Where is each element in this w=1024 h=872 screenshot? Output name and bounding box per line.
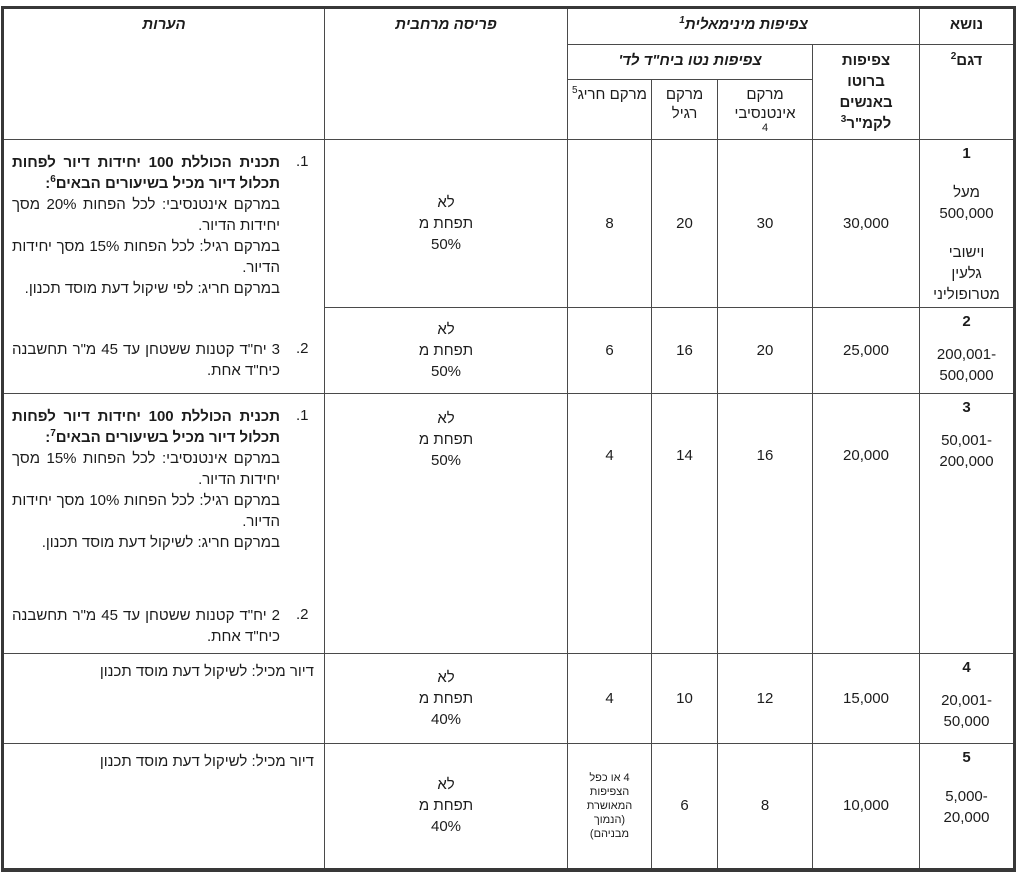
spread-line: תפחת מ: [418, 690, 474, 707]
model-number: 1: [962, 145, 971, 162]
note-title: [12, 154, 280, 192]
header-spatial-spread-label: פריסה מרחבית: [395, 16, 497, 33]
notes-model-5: דיור מכיל: לשיקול דעת מוסד תכנון: [3, 744, 325, 870]
spacer: [923, 418, 1010, 430]
minimum-density-table: [1, 6, 1016, 872]
header-gross-line2: ברוטו: [847, 73, 885, 90]
net-density-exceptional: [568, 744, 652, 870]
header-subject: [920, 8, 1015, 45]
population-range: 200,000: [939, 453, 994, 470]
header-spatial-spread: [325, 8, 568, 140]
subject-model-1: [920, 140, 1015, 308]
exceptional-note-line: (הנמוך: [593, 813, 626, 826]
note-item-body: 2 יח"ד קטנות ששטחן עד 45 מ"ר תחשבנה כיח"ד אחת.: [12, 607, 280, 645]
spatial-spread-value: [325, 308, 568, 394]
net-density-exceptional: 4: [568, 654, 652, 744]
header-gross-line1: צפיפות: [841, 52, 891, 69]
notes-models-1-2: [3, 140, 325, 394]
spread-line: לא: [437, 410, 455, 427]
net-density-intensive: 16: [718, 394, 813, 654]
header-minimal-density-label: צפיפות מינימאלית: [684, 16, 808, 33]
population-range: 200,001-: [936, 346, 997, 363]
spread-line: תפחת מ: [418, 342, 474, 359]
header-gross-density: [813, 45, 920, 140]
spatial-spread-value: [325, 140, 568, 308]
header-notes: [3, 8, 325, 140]
population-range: 50,001-: [941, 432, 992, 449]
footnote-ref-1: 1: [679, 15, 685, 26]
header-gross-line3: באנשים: [839, 94, 893, 111]
footnote-ref-3: 3: [840, 114, 847, 125]
header-fabric-exceptional: [568, 80, 652, 140]
population-range: 20,000: [943, 809, 990, 826]
table-row-model-5: [3, 744, 1015, 870]
spread-line: 50%: [430, 363, 462, 380]
note-line: במרקם אינטנסיבי: לכל הפחות 20% מסך יחידות הדיור.: [12, 196, 280, 234]
table-row-model-1: [3, 140, 1015, 308]
note-title-colon: :: [45, 429, 51, 446]
gross-density-value: 10,000: [813, 744, 920, 870]
population-range: 20,001-: [941, 692, 992, 709]
header-net-density-label: צפיפות נטו ביח"ד לד': [618, 52, 762, 69]
gross-density-value: 15,000: [813, 654, 920, 744]
header-fabric-intensive: [718, 80, 813, 140]
note-line: במרקם רגיל: לכל הפחות 10% מסך יחידות הדיור.: [12, 492, 280, 530]
net-density-intensive: 12: [718, 654, 813, 744]
spread-line: תפחת מ: [418, 431, 474, 448]
table-row-model-3: [3, 394, 1015, 654]
spread-line: 40%: [430, 711, 462, 728]
subject-extra: וישובי: [948, 244, 985, 261]
exceptional-note-line: הצפיפות: [589, 785, 630, 798]
note-item-body: [12, 152, 280, 299]
model-number: 3: [962, 399, 971, 416]
note-title-text: תכנית הכוללת 100 יחידות דיור לפחות תכלול דיור מכיל בשיעורים הבאים: [12, 154, 280, 192]
note-title-colon: :: [45, 175, 51, 192]
note-line: במרקם אינטנסיבי: לכל הפחות 15% מסך יחידות הדיור.: [12, 450, 280, 488]
spatial-spread-value: [325, 394, 568, 654]
spatial-spread-value: [325, 654, 568, 744]
net-density-exceptional: 8: [568, 140, 652, 308]
exceptional-note-line: המאושרת: [586, 799, 633, 812]
gross-density-value: 30,000: [813, 140, 920, 308]
spread-line: 40%: [430, 818, 462, 836]
note-item-number: 2.: [296, 606, 309, 623]
note-item-2: [12, 605, 314, 647]
net-density-regular: 16: [652, 308, 718, 394]
spacer: [923, 164, 1010, 182]
note-item-1: [12, 406, 314, 553]
net-density-intensive: 20: [718, 308, 813, 394]
note-item-1: [12, 152, 314, 299]
note-item-number: 1.: [296, 153, 309, 170]
footnote-ref-6: 6: [50, 174, 56, 185]
header-gross-unit: לקמ"ר: [846, 115, 892, 132]
notes-model-3: [3, 394, 325, 654]
net-density-regular: 20: [652, 140, 718, 308]
spread-line: לא: [437, 194, 455, 211]
model-number: 5: [962, 749, 971, 766]
subject-extra: מטרופוליני: [933, 286, 1000, 303]
note-line: במרקם חריג: לפי שיקול דעת מוסד תכנון.: [24, 280, 280, 297]
net-density-exceptional: 4: [568, 394, 652, 654]
spread-line: לא: [437, 776, 455, 794]
header-model-label: דגם: [956, 52, 983, 69]
net-density-intensive: 30: [718, 140, 813, 308]
population-range: 500,000: [939, 367, 994, 384]
note-title: [12, 408, 280, 446]
note-line: במרקם חריג: לשיקול דעת מוסד תכנון.: [41, 534, 280, 551]
model-number: 2: [962, 313, 971, 330]
header-row-top: [3, 8, 1015, 45]
header-fabric-regular-label: מרקם רגיל: [665, 86, 704, 122]
exceptional-note-line: 4 או כפל: [589, 771, 630, 784]
note-item-body: 3 יח"ד קטנות ששטחן עד 45 מ"ר תחשבנה כיח"ד אחת.: [12, 341, 280, 379]
population-range: 50,000: [943, 713, 990, 730]
net-density-intensive: 8: [718, 744, 813, 870]
header-model: [920, 45, 1015, 140]
spacer: [923, 224, 1010, 242]
net-density-regular: 14: [652, 394, 718, 654]
population-range: מעל: [953, 184, 980, 201]
spacer: [923, 768, 1010, 786]
header-minimal-density: [568, 8, 920, 45]
spread-line: 50%: [430, 452, 462, 469]
net-density-regular: 10: [652, 654, 718, 744]
subject-model-5: [920, 744, 1015, 870]
header-net-density: [568, 45, 813, 80]
spread-line: תפחת מ: [418, 797, 474, 815]
subject-model-3: [920, 394, 1015, 654]
spread-line: לא: [437, 321, 455, 338]
table-row-model-4: [3, 654, 1015, 744]
footnote-ref-2: 2: [950, 51, 957, 62]
header-subject-label: נושא: [949, 16, 984, 33]
population-range: 5,000-: [945, 788, 988, 805]
spread-line: 50%: [430, 236, 462, 253]
header-fabric-exceptional-label: מרקם חריג: [577, 86, 647, 103]
notes-model-4: דיור מכיל: לשיקול דעת מוסד תכנון: [3, 654, 325, 744]
subject-model-4: [920, 654, 1015, 744]
net-density-regular: 6: [652, 744, 718, 870]
note-line: במרקם רגיל: לכל הפחות 15% מסך יחידות הדיור.: [12, 238, 280, 276]
subject-extra: גלעין: [951, 265, 982, 282]
net-density-exceptional: 6: [568, 308, 652, 394]
header-fabric-regular: [652, 80, 718, 140]
spread-line: לא: [437, 669, 455, 686]
note-item-number: 1.: [296, 407, 309, 424]
note-title-text: תכנית הכוללת 100 יחידות דיור לפחות תכלול דיור מכיל בשיעורים הבאים: [12, 408, 280, 446]
header-notes-label: הערות: [142, 16, 186, 33]
note-item-number: 2.: [296, 340, 309, 357]
model-number: 4: [962, 659, 971, 676]
spatial-spread-value: [325, 744, 568, 870]
gross-density-value: 20,000: [813, 394, 920, 654]
spacer: [923, 678, 1010, 690]
gross-density-value: 25,000: [813, 308, 920, 394]
header-fabric-intensive-label: מרקם אינטנסיבי: [734, 86, 796, 122]
spread-line: תפחת מ: [418, 215, 474, 232]
exceptional-note-line: מבניהם): [589, 827, 630, 840]
note-item-2: [12, 339, 314, 381]
footnote-ref-4: 4: [761, 122, 769, 134]
spacer: [923, 332, 1010, 344]
header-gross-line4: [816, 113, 916, 134]
population-range: 500,000: [939, 205, 994, 222]
footnote-ref-7: 7: [50, 428, 56, 439]
subject-model-2: [920, 308, 1015, 394]
footnote-ref-5: 5: [572, 85, 578, 96]
note-item-body: [12, 406, 280, 553]
